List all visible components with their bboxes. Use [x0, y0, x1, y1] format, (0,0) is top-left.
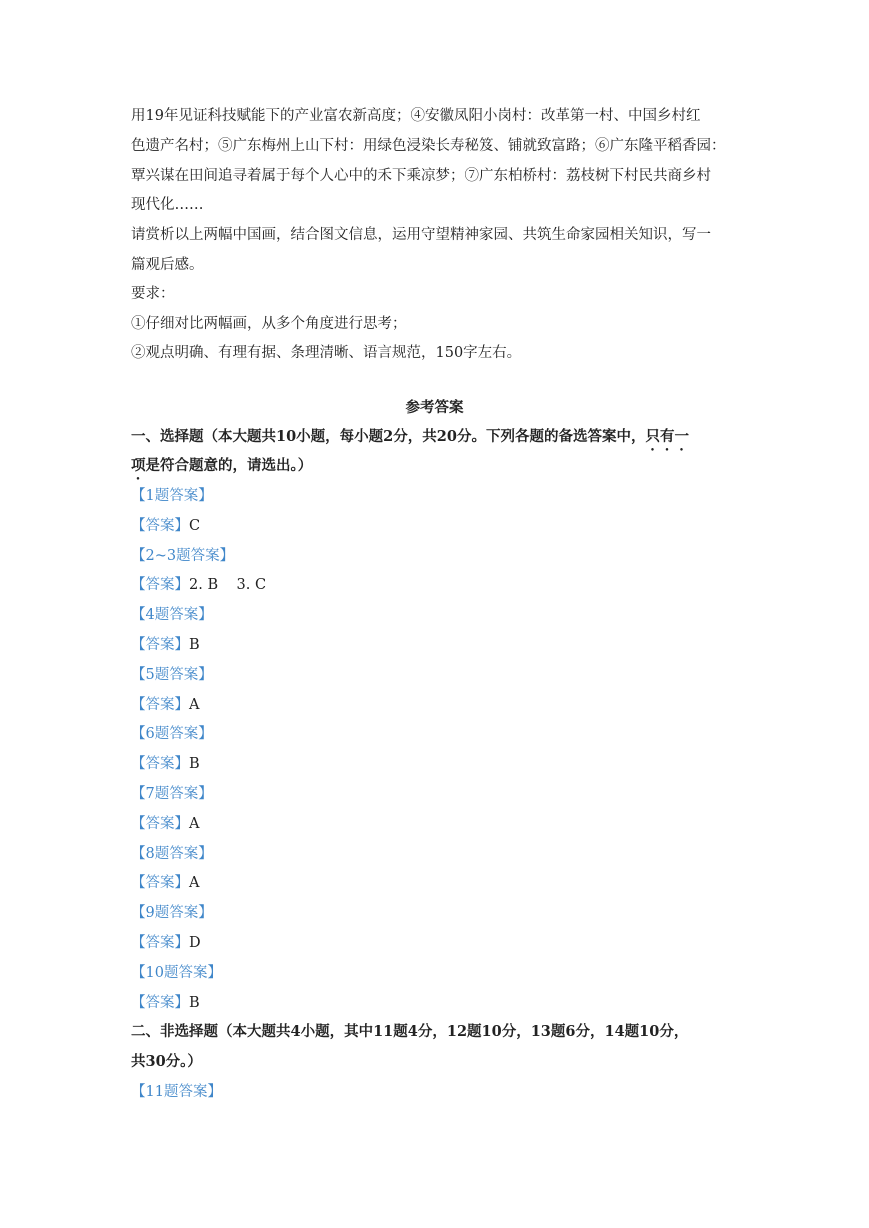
- answer-header: 【4题答案】: [131, 607, 213, 623]
- section-heading-text: 一、选择题（本大题共10小题，每小题2分，共20分。下列各题的备选答案中，: [131, 428, 646, 445]
- answer-value: C: [189, 518, 201, 534]
- answer-value: A: [189, 697, 200, 713]
- section-heading: 二、非选择题（本大题共4小题，其中11题4分，12题10分，13题6分，14题10分，: [131, 1023, 689, 1040]
- answer-header: 【6题答案】: [131, 726, 213, 742]
- prompt-line: 篇观后感。: [131, 257, 204, 273]
- answer-header: 【1题答案】: [131, 488, 213, 504]
- answer-label: 【答案】: [131, 875, 189, 891]
- answer-label: 【答案】: [131, 816, 189, 832]
- answer-label: 【答案】: [131, 935, 189, 951]
- requirements-title: 要求：: [131, 286, 175, 302]
- answer-header: 【10题答案】: [131, 965, 222, 981]
- paragraph-line: 现代化……: [131, 197, 204, 213]
- answer-header: 【7题答案】: [131, 786, 213, 802]
- answer-label: 【答案】: [131, 577, 189, 593]
- answer-title: 参考答案: [405, 399, 464, 416]
- answer-header: 【8题答案】: [131, 846, 213, 862]
- answer-header: 【2~3题答案】: [131, 548, 235, 564]
- answer-value: A: [189, 816, 200, 832]
- requirement-item: ②观点明确、有理有据、条理清晰、语言规范，150字左右。: [131, 345, 522, 361]
- answer-value: A: [189, 875, 200, 891]
- requirement-item: ①仔细对比两幅画，从多个角度进行思考；: [131, 316, 407, 332]
- answer-header: 【5题答案】: [131, 667, 213, 683]
- answer-line: [131, 630, 741, 660]
- emphasis-text: 只有一: [645, 428, 689, 445]
- paragraph-line: 覃兴谋在田间追寻着属于每个人心中的禾下乘凉梦；⑦广东柏桥村：荔枝树下村民共商乡村: [131, 168, 711, 184]
- answer-line: [131, 570, 741, 600]
- emphasis-text: 项: [131, 457, 146, 474]
- answer-label: 【答案】: [131, 995, 189, 1011]
- section-heading-text: 是符合题意的，请选出。）: [145, 457, 313, 474]
- section-heading: [131, 451, 741, 483]
- answer-header: 【9题答案】: [131, 905, 213, 921]
- answer-label: 【答案】: [131, 637, 189, 653]
- answer-line: [131, 690, 741, 720]
- answer-line: [131, 809, 741, 839]
- answer-line: [131, 988, 741, 1018]
- answer-label: 【答案】: [131, 518, 189, 534]
- paragraph-line: 用19年见证科技赋能下的产业富农新高度；④安徽凤阳小岗村：改革第一村、中国乡村红: [131, 108, 701, 124]
- answer-value: 2. B 3. C: [189, 577, 267, 593]
- answer-value: B: [189, 756, 200, 772]
- prompt-line: 请赏析以上两幅中国画，结合图文信息，运用守望精神家园、共筑生命家园相关知识，写一: [131, 227, 711, 243]
- answer-value: B: [189, 995, 200, 1011]
- paragraph-line: 色遗产名村；⑤广东梅州上山下村：用绿色浸染长寿秘笈、铺就致富路；⑥广东隆平稻香园：: [131, 138, 726, 154]
- answer-header: 【11题答案】: [131, 1084, 222, 1100]
- answer-value: B: [189, 637, 200, 653]
- section-heading: 共30分。）: [131, 1053, 202, 1070]
- answer-line: [131, 928, 741, 958]
- answer-line: [131, 868, 741, 898]
- answer-label: 【答案】: [131, 697, 189, 713]
- section-heading: [131, 422, 741, 454]
- answer-line: [131, 511, 741, 541]
- answer-value: D: [189, 935, 201, 951]
- answer-label: 【答案】: [131, 756, 189, 772]
- answer-line: [131, 749, 741, 779]
